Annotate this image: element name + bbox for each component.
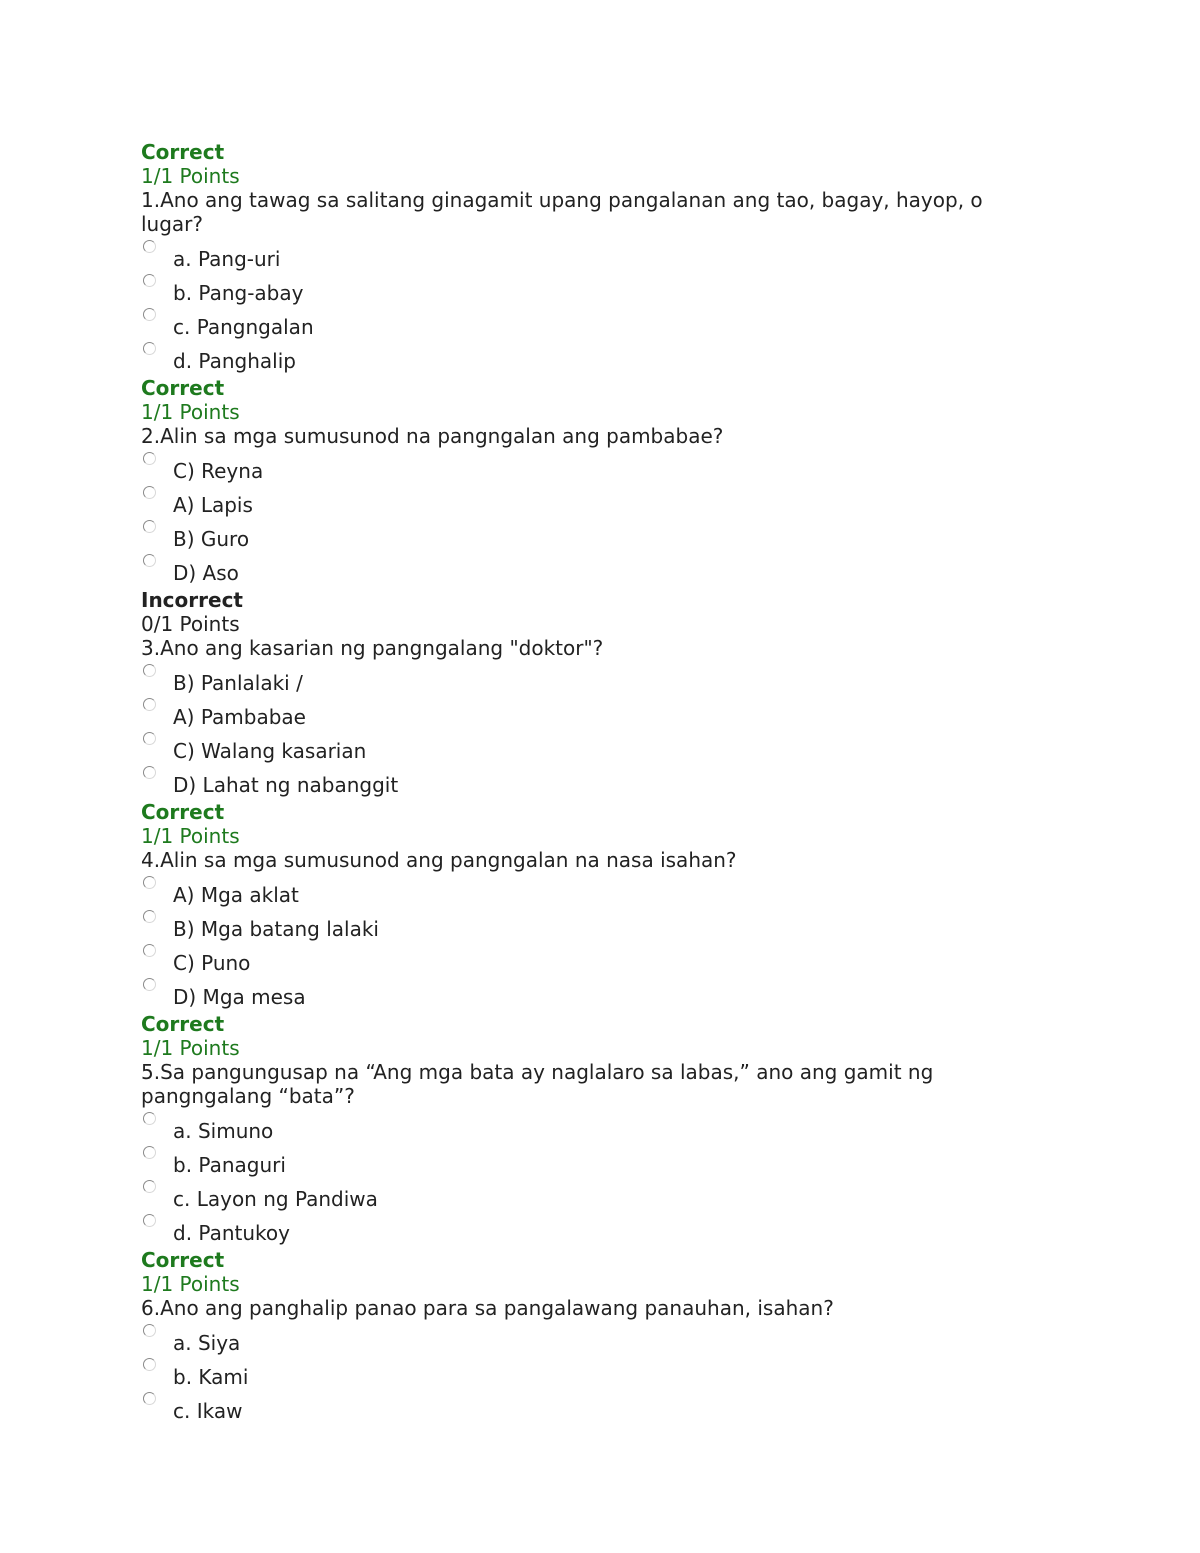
option-label: B) Mga batang lalaki bbox=[173, 917, 379, 941]
answer-option[interactable] bbox=[141, 732, 1041, 766]
radio-button[interactable] bbox=[143, 1112, 156, 1125]
answer-option[interactable] bbox=[141, 240, 1041, 274]
option-label: b. Kami bbox=[173, 1365, 249, 1389]
question-block bbox=[141, 1248, 1041, 1426]
option-label: b. Pang-abay bbox=[173, 281, 304, 305]
option-label: A) Mga aklat bbox=[173, 883, 299, 907]
radio-button[interactable] bbox=[143, 554, 156, 567]
radio-button[interactable] bbox=[143, 452, 156, 465]
radio-button[interactable] bbox=[143, 308, 156, 321]
question-block bbox=[141, 1012, 1041, 1248]
option-label: D) Mga mesa bbox=[173, 985, 306, 1009]
option-label: C) Reyna bbox=[173, 459, 264, 483]
answer-option[interactable] bbox=[141, 308, 1041, 342]
answer-option[interactable] bbox=[141, 1112, 1041, 1146]
result-status: Correct bbox=[141, 140, 225, 164]
radio-button[interactable] bbox=[143, 486, 156, 499]
answer-option[interactable] bbox=[141, 274, 1041, 308]
result-status: Correct bbox=[141, 376, 225, 400]
option-label: B) Guro bbox=[173, 527, 250, 551]
answer-option[interactable] bbox=[141, 342, 1041, 376]
question-block bbox=[141, 800, 1041, 1012]
answer-option[interactable] bbox=[141, 944, 1041, 978]
answer-option[interactable] bbox=[141, 1324, 1041, 1358]
radio-button[interactable] bbox=[143, 342, 156, 355]
radio-button[interactable] bbox=[143, 910, 156, 923]
option-label: C) Walang kasarian bbox=[173, 739, 367, 763]
result-status: Correct bbox=[141, 1248, 225, 1272]
option-label: D) Aso bbox=[173, 561, 239, 585]
option-label: A) Lapis bbox=[173, 493, 253, 517]
radio-button[interactable] bbox=[143, 876, 156, 889]
radio-button[interactable] bbox=[143, 1324, 156, 1337]
radio-button[interactable] bbox=[143, 274, 156, 287]
answer-option[interactable] bbox=[141, 910, 1041, 944]
answer-option[interactable] bbox=[141, 1146, 1041, 1180]
question-text: 5.Sa pangungusap na “Ang mga bata ay naglalaro sa labas,” ano ang gamit ng pangngalang “bata”? bbox=[141, 1060, 934, 1108]
question-text: 6.Ano ang panghalip panao para sa pangalawang panauhan, isahan? bbox=[141, 1296, 834, 1320]
answer-option[interactable] bbox=[141, 1214, 1041, 1248]
question-block bbox=[141, 376, 1041, 588]
result-status: Correct bbox=[141, 1012, 225, 1036]
option-label: b. Panaguri bbox=[173, 1153, 286, 1177]
option-label: a. Simuno bbox=[173, 1119, 274, 1143]
radio-button[interactable] bbox=[143, 1358, 156, 1371]
radio-button[interactable] bbox=[143, 732, 156, 745]
question-text: 2.Alin sa mga sumusunod na pangngalan ang pambabae? bbox=[141, 424, 724, 448]
answer-option[interactable] bbox=[141, 698, 1041, 732]
answer-option[interactable] bbox=[141, 664, 1041, 698]
answer-option[interactable] bbox=[141, 554, 1041, 588]
points-score: 1/1 Points bbox=[141, 824, 240, 848]
answer-option[interactable] bbox=[141, 1358, 1041, 1392]
radio-button[interactable] bbox=[143, 520, 156, 533]
answer-option[interactable] bbox=[141, 1392, 1041, 1426]
option-label: a. Siya bbox=[173, 1331, 241, 1355]
option-label: D) Lahat ng nabanggit bbox=[173, 773, 399, 797]
points-score: 1/1 Points bbox=[141, 1272, 240, 1296]
question-text: 3.Ano ang kasarian ng pangngalang "doktor"? bbox=[141, 636, 604, 660]
option-label: c. Pangngalan bbox=[173, 315, 314, 339]
radio-button[interactable] bbox=[143, 1214, 156, 1227]
radio-button[interactable] bbox=[143, 944, 156, 957]
option-label: d. Panghalip bbox=[173, 349, 296, 373]
radio-button[interactable] bbox=[143, 1392, 156, 1405]
answer-option[interactable] bbox=[141, 452, 1041, 486]
option-label: c. Layon ng Pandiwa bbox=[173, 1187, 378, 1211]
radio-button[interactable] bbox=[143, 978, 156, 991]
points-score: 1/1 Points bbox=[141, 164, 240, 188]
answer-option[interactable] bbox=[141, 520, 1041, 554]
option-label: a. Pang-uri bbox=[173, 247, 281, 271]
option-label: C) Puno bbox=[173, 951, 251, 975]
radio-button[interactable] bbox=[143, 1180, 156, 1193]
option-label: A) Pambabae bbox=[173, 705, 306, 729]
radio-button[interactable] bbox=[143, 1146, 156, 1159]
points-score: 0/1 Points bbox=[141, 612, 240, 636]
radio-button[interactable] bbox=[143, 664, 156, 677]
answer-option[interactable] bbox=[141, 486, 1041, 520]
radio-button[interactable] bbox=[143, 766, 156, 779]
points-score: 1/1 Points bbox=[141, 1036, 240, 1060]
radio-button[interactable] bbox=[143, 240, 156, 253]
quiz-results bbox=[141, 140, 1041, 1426]
result-status: Incorrect bbox=[141, 588, 243, 612]
result-status: Correct bbox=[141, 800, 225, 824]
answer-option[interactable] bbox=[141, 978, 1041, 1012]
answer-option[interactable] bbox=[141, 766, 1041, 800]
points-score: 1/1 Points bbox=[141, 400, 240, 424]
option-label: c. Ikaw bbox=[173, 1399, 243, 1423]
option-label: B) Panlalaki / bbox=[173, 671, 303, 695]
question-text: 4.Alin sa mga sumusunod ang pangngalan na nasa isahan? bbox=[141, 848, 737, 872]
answer-option[interactable] bbox=[141, 876, 1041, 910]
answer-option[interactable] bbox=[141, 1180, 1041, 1214]
question-text: 1.Ano ang tawag sa salitang ginagamit upang pangalanan ang tao, bagay, hayop, o lugar? bbox=[141, 188, 983, 236]
radio-button[interactable] bbox=[143, 698, 156, 711]
question-block bbox=[141, 140, 1041, 376]
option-label: d. Pantukoy bbox=[173, 1221, 290, 1245]
question-block bbox=[141, 588, 1041, 800]
